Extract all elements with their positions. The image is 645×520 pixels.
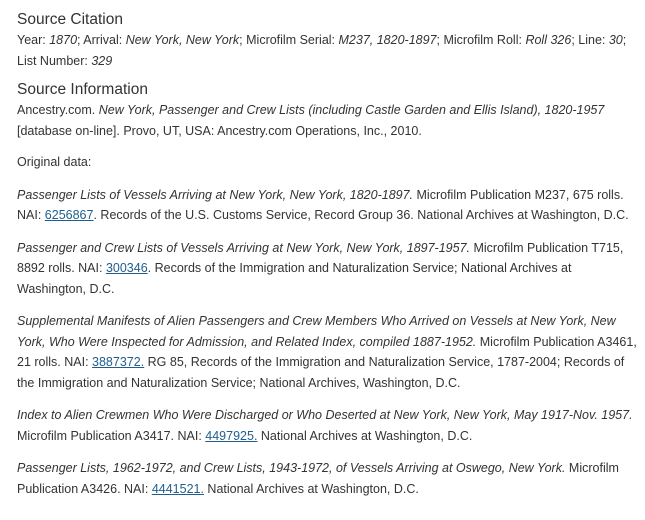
separator: ; [571, 33, 579, 47]
record-title: Index to Alien Crewmen Who Were Discharged or Who Deserted at New York, New York, May 1917-Nov. 1957. [17, 408, 633, 422]
microfilm-serial-label: Microfilm Serial: [246, 33, 336, 47]
record-item [17, 185, 637, 226]
separator: ; [436, 33, 444, 47]
separator: ; [239, 33, 247, 47]
year-value: 1870 [49, 33, 78, 47]
separator: ; [77, 33, 84, 47]
record-description: Microfilm Publication T715, 8892 rolls. NAI: [17, 240, 624, 275]
nai-link[interactable]: 6256867 [44, 208, 94, 222]
record-title: Passenger Lists of Vessels Arriving at New York, New York, 1820-1897. [17, 187, 414, 202]
nai-link[interactable]: 4497925. [205, 428, 258, 443]
record-description: National Archives at Washington, D.C. [203, 481, 419, 496]
record-description: Microfilm Publication M237, 675 rolls. NAI: [17, 187, 624, 222]
microfilm-roll-value: Roll 326 [525, 33, 572, 47]
line-label: Line: [578, 33, 606, 47]
year-label: Year: [17, 33, 46, 47]
record-description: Microfilm Publication A3461, 21 rolls. NAI: [17, 334, 637, 369]
publisher-prefix: Ancestry.com. [17, 103, 99, 117]
record-item [17, 458, 637, 499]
source-citation-text [17, 30, 637, 71]
original-data-label: Original data: [17, 155, 92, 169]
record-description: . Records of the U.S. Customs Service, Record Group 36. National Archives at Washington, D.C. [93, 208, 629, 222]
nai-link[interactable]: 4441521. [151, 481, 204, 496]
record-title: Supplemental Manifests of Alien Passengers and Crew Members Who Arrived on Vessels at New York, New York, Who Were Inspected for Admission, and Related Index, compiled 1887-1952. [17, 314, 616, 349]
record-item [17, 238, 637, 300]
arrival-value: New York, New York [125, 33, 240, 47]
microfilm-roll-label: Microfilm Roll: [443, 33, 522, 47]
nai-link[interactable]: 3887372. [92, 355, 145, 369]
database-title: New York, Passenger and Crew Lists (including Castle Garden and Ellis Island), 1820-1957 [98, 103, 605, 117]
record-title: Passenger Lists, 1962-1972, and Crew Lists, 1943-1972, of Vessels Arriving at Oswego, New York. [17, 461, 566, 475]
record-description: . Records of the Immigration and Naturalization Service; National Archives at Washington, D.C. [17, 261, 572, 296]
source-information-heading: Source Information [17, 81, 148, 98]
record-description: RG 85, Records of the Immigration and Naturalization Service, 1787-2004; Records of the Immigration and Naturalization Service; National Archives, Washington, D.C. [17, 355, 625, 390]
source-information-text [17, 100, 637, 141]
record-title: Passenger and Crew Lists of Vessels Arriving at New York, New York, 1897-1957. [17, 240, 471, 255]
record-item [17, 405, 637, 446]
separator: ; [622, 33, 627, 47]
microfilm-serial-value: M237, 1820-1897 [338, 33, 437, 47]
publisher-suffix: [database on-line]. Provo, UT, USA: Ancestry.com Operations, Inc., 2010. [17, 123, 422, 138]
record-description: National Archives at Washington, D.C. [257, 428, 473, 443]
line-value: 30 [608, 33, 623, 47]
arrival-label: Arrival: [83, 33, 123, 47]
source-citation-heading: Source Citation [17, 11, 123, 28]
record-description: Microfilm Publication A3417. NAI: [17, 428, 206, 443]
list-number-value: 329 [91, 53, 113, 68]
nai-link[interactable]: 300346 [105, 261, 148, 275]
record-description: Microfilm Publication A3426. NAI: [17, 461, 619, 496]
list-number-label: List Number: [17, 53, 88, 68]
record-item [17, 311, 637, 393]
